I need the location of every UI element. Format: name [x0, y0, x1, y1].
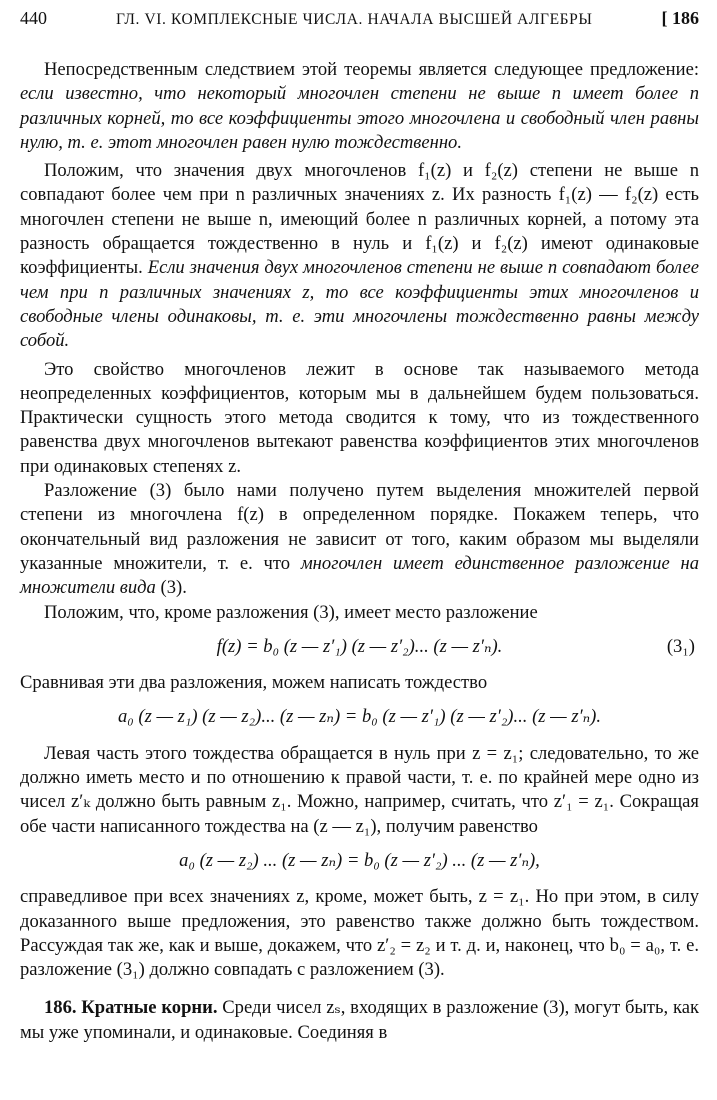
paragraph-7: Левая часть этого тождества обращается в нуль при z = z₁; следовательно, то же должно иметь место и по отношению к правой части, т. е. по крайней мере одно из чисел z′ₖ должно быть равным z₁. Можно, например, считать, что z′₁ = z₁. Сокращая обе части написанного тождества на (z — z₁), получим равенство	[20, 742, 699, 837]
paragraph-4-italic: многочлен имеет единственное разложение на множители вида	[20, 552, 699, 599]
paragraph-2-text: Положим, что значения двух многочленов f₁(z) и f₂(z) степени не выше n совпадают более чем при n различных значениях z. Их разность f₁(z) — f₂(z) есть многочлен степени не выше n, имеющий более n различных корней, а потому эта разность обращается тождественно в нуль и f₁(z) и f₂(z) имеют одинаковые коэффициенты.	[20, 160, 699, 279]
paragraph-2-italic: Если значения двух многочленов степени не выше n совпадают более чем при n различных значениях z, то все коэффициенты этих многочленов и свободные члены одинаковы, т. е. эти многочлены тождественно равны между собой.	[20, 257, 699, 352]
section-186-paragraph	[20, 996, 699, 1045]
paragraph-4-text: Разложение (3) было нами получено путем выделения множителей первой степени из многочлена f(z) в определенном порядке. Покажем теперь, что окончательный вид разложения не зависит от того, каким образом мы выделяли указанные множители, т. е. что	[20, 480, 699, 574]
formula-reduced	[20, 849, 699, 873]
formula-3-1-expression: f(z) = b₀ (z — z′₁) (z — z′₂)... (z — z′ₙ).	[216, 635, 503, 657]
paragraph-3: Это свойство многочленов лежит в основе так называемого метода неопределенных коэффициентов, которым мы в дальнейшем будем пользоваться. Практически сущность этого метода сводится к тому, что из тождественного равенства двух многочленов вытекают равенства коэффициентов этих многочленов при одинаковых степенях z.	[20, 358, 699, 477]
page-number: 440	[20, 8, 47, 28]
section-title: 186. Кратные корни.	[44, 997, 218, 1019]
section-marker: [ 186	[661, 8, 699, 28]
paragraph-4	[20, 479, 699, 600]
section-spacer	[20, 982, 699, 996]
formula-3-1	[20, 635, 699, 659]
formula-identity-expression: a₀ (z — z₁) (z — z₂)... (z — zₙ) = b₀ (z — z′₁) (z — z′₂)... (z — z′ₙ).	[117, 706, 602, 728]
paragraph-4-end: (3).	[155, 577, 187, 599]
paragraph-6: Сравнивая эти два разложения, можем написать тождество	[20, 672, 488, 694]
paragraph-8: справедливое при всех значениях z, кроме, может быть, z = z₁. Но при этом, в силу доказанного выше предложения, это равенство также должно быть тождеством. Рассуждая так же, как и выше, докажем, что z′₂ = z₂ и т. д. и, наконец, что b₀ = a₀, т. е. разложение (3₁) должно совпадать с разложением (3).	[20, 886, 699, 981]
running-header	[20, 6, 699, 40]
formula-reduced-expression: a₀ (z — z₂) ... (z — zₙ) = b₀ (z — z′₂) ... (z — z′ₙ),	[179, 849, 540, 871]
formula-identity	[20, 705, 699, 729]
paragraph-1	[20, 58, 699, 155]
section-186-text: Среди чисел zₛ, входящих в разложение (3), могут быть, как мы уже упоминали, и одинаковые. Соединяя в	[20, 997, 699, 1043]
paragraph-1-text: Непосредственным следствием этой теоремы является следующее предложение:	[44, 59, 699, 80]
formula-3-1-tag: (3₁)	[666, 635, 695, 657]
paragraph-1-italic: если известно, что некоторый многочлен степени не выше n имеет более n различных корней, то все коэффициенты этого многочлена и свободный член равны нулю, т. е. этот многочлен равен нулю тождественно.	[20, 83, 699, 153]
paragraph-2	[20, 159, 699, 353]
chapter-title: ГЛ. VI. КОМПЛЕКСНЫЕ ЧИСЛА. НАЧАЛА ВЫСШЕЙ АЛГЕБРЫ	[115, 11, 593, 28]
paragraph-5: Положим, что, кроме разложения (3), имеет место разложение	[44, 601, 538, 623]
